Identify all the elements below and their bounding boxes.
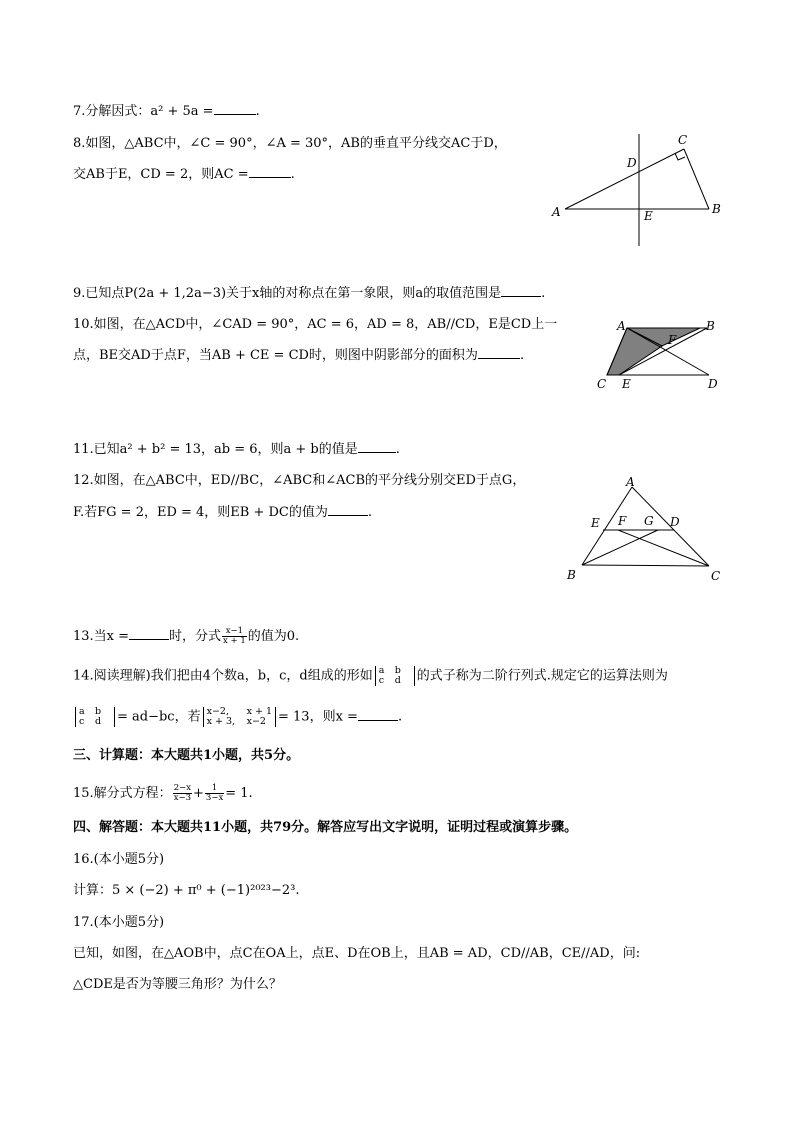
numerator: x−1 [222,627,247,637]
det-b: b [394,665,401,676]
q14-post: 的式子称为二阶行列式.规定它的运算法则为 [416,668,668,684]
denominator: 3−x [205,793,224,803]
question-12-line1: 12.如图，在△ABC中，ED//BC，∠ABC和∠ACB的平分线分别交ED于点G， [73,473,526,488]
question-8-line1: 8.如图，△ABC中，∠C = 90°，∠A = 30°，AB的垂直平分线交AC于D， [73,136,507,151]
q15-pre: 15.解分式方程： [73,786,172,801]
question-17-line1: 已知，如图，在△AOB中，点C在OA上，点E、D在OB上，且AB = AD，CD//AB，CE//AD，问: [73,946,641,961]
q10-line2-text: 点，BE交AD于点F，当AB + CE = CD时，则图中阴影部分的面积为 [73,348,478,363]
det-a: a [79,706,85,717]
q14-pre: 14.阅读理解)我们把由4个数a，b，c，d组成的形如 [73,668,373,684]
label-C: C [597,377,607,391]
det-c: c [378,675,385,686]
label-F: F [618,514,627,528]
det-d: d [95,716,102,727]
q14-rule: = ad−bc，若 [117,709,201,725]
det-c: c [79,716,85,727]
q9-end: . [541,286,546,301]
figure-q10 [607,328,709,375]
label-E: E [644,209,653,223]
label-C: C [678,133,688,147]
plus-sign: + [193,786,204,801]
question-16-body: 计算：5 × (−2) + π⁰ + (−1)²⁰²³−2³. [73,883,300,898]
section-4-heading: 四、解答题：本大题共11小题，共79分。解答应写出文字说明，证明过程或演算步骤。 [73,820,578,835]
det-b: b [95,706,102,717]
label-D: D [708,377,718,391]
label-C: C [711,569,721,583]
figure-q8 [565,134,709,246]
q13-pre: 13.当x = [73,629,130,644]
det-d: d [394,675,401,686]
label-A: A [617,319,626,333]
m22: x−2 [246,716,266,727]
q14-eq: = 13，则x = [278,709,358,725]
section-3-heading: 三、计算题：本大题共1小题，共5分。 [73,748,300,763]
q8-line2-text: 交AB于E，CD = 2，则AC = [73,167,249,182]
segment-BC [582,565,709,566]
label-B: B [706,319,715,333]
label-B: B [712,202,721,216]
q11-text: 11.已知a² + b² = 13，ab = 6，则a + b的值是 [73,442,358,457]
label-B: B [567,568,576,582]
m21: x + 3, [206,716,236,727]
question-16-head: 16.(本小题5分) [73,852,165,867]
q10-end: . [519,348,525,363]
label-A: A [626,475,635,489]
denominator: x−3 [173,793,192,803]
q8-end: . [290,167,295,182]
question-17-head: 17.(本小题5分) [73,915,165,930]
q7-end: . [255,104,260,119]
label-E: E [622,377,631,391]
right-angle-mark [675,153,685,160]
label-A: A [552,205,561,219]
label-D: D [627,156,637,170]
q7-text: 7.分解因式：a² + 5a = [73,104,214,119]
numerator: 1 [205,784,224,794]
label-E: E [591,516,600,530]
denominator: x + 1 [223,636,246,646]
segment-AC [565,149,684,209]
q12-line2-text: F.若FG = 2，ED = 4，则EB + DC的值为 [73,505,328,520]
q11-end: . [395,442,400,457]
m11: x−2, [206,706,229,717]
q13-mid: 时，分式 [169,629,222,644]
m12: x + 1 [246,706,272,717]
label-G: G [644,514,654,528]
det-a: a [378,665,385,676]
label-F: F [668,333,677,347]
q15-post: = 1. [225,786,253,801]
question-17-line2: △CDE是否为等腰三角形？为什么？ [73,977,282,992]
bisector-CF [618,530,709,566]
segment-CB [684,149,709,209]
q9-text: 9.已知点P(2a + 1,2a−3)关于x轴的对称点在第一象限，则a的取值范围是 [73,286,502,301]
label-D: D [670,515,680,529]
numerator: 2−x [173,783,192,793]
q13-post: 的值为0. [247,629,300,644]
q14-end: . [397,709,403,725]
question-10-line1: 10.如图，在△ACD中，∠CAD = 90°，AC = 6，AD = 8，AB//CD，E是CD上一 [73,317,558,332]
q12-end: . [367,505,373,520]
